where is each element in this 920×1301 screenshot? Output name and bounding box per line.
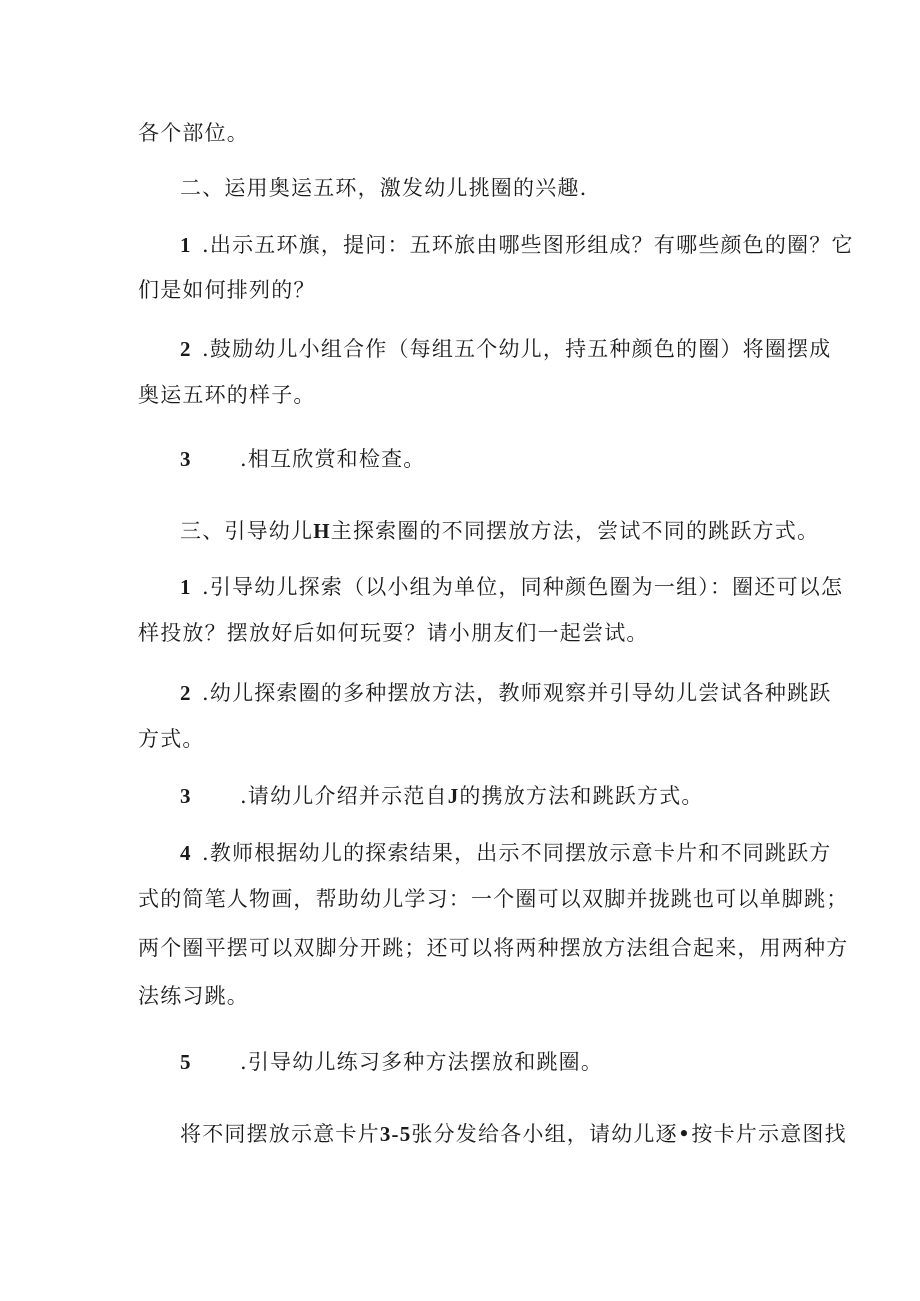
text-line: [138, 729, 205, 750]
item-number: 2: [180, 681, 192, 705]
list-item: [180, 577, 843, 598]
list-item: [180, 843, 831, 864]
text-line: [138, 938, 848, 959]
line-text: .出示五环旗，提问：五环旅由哪些图形组成？有哪些颜色的圈？它: [202, 233, 854, 257]
line-text: .请幼儿介绍并示范自: [240, 784, 448, 808]
line-text: 们是如何排列的？: [138, 278, 316, 302]
line-text: 样投放？摆放好后如何玩耍？请小朋友们一起尝试。: [138, 621, 649, 645]
line-text: 的携放方法和跳跃方式。: [459, 784, 704, 808]
ocr-bold-char: J: [447, 784, 460, 808]
line-text: 张分发给各小组，请幼儿逐•按卡片示意图找: [411, 1122, 847, 1146]
text-line: [138, 986, 249, 1007]
item-number: 3: [180, 447, 192, 471]
line-text: 两个圈平摆可以双脚分开跳；还可以将两种摆放方法组合起来，用两种方: [138, 936, 849, 960]
text-line: [138, 123, 249, 144]
item-number: 4: [180, 841, 192, 865]
list-item: [180, 449, 425, 470]
line-text: .引导幼儿练习多种方法摆放和跳圈。: [240, 1050, 604, 1074]
text-line: [138, 280, 316, 301]
section-heading: [180, 521, 819, 542]
line-text: .鼓励幼儿小组合作（每组五个幼儿，持五种颜色的圈）将圈摆成: [202, 337, 832, 361]
item-number: 1: [180, 575, 192, 599]
line-text: 将不同摆放示意卡片: [180, 1122, 380, 1146]
line-text: 主探索圈的不同摆放方法，尝试不同的跳跃方式。: [330, 519, 820, 543]
list-item: [180, 786, 704, 807]
list-item: [180, 683, 831, 704]
text-line: [138, 385, 316, 406]
text-line: [180, 1124, 847, 1145]
line-text: .幼儿探索圈的多种摆放方法，教师观察并引导幼儿尝试各种跳跃: [202, 681, 832, 705]
line-text: .引导幼儿探索（以小组为单位，同种颜色圈为一组）：圈还可以怎: [202, 575, 844, 599]
text-line: [138, 623, 649, 644]
line-text: 式的简笔人物画，帮助幼儿学习：一个圈可以双脚并拢跳也可以单脚跳；: [138, 887, 849, 911]
line-text: .相互欣赏和检查。: [240, 447, 426, 471]
line-text: 各个部位。: [138, 121, 249, 145]
line-text: 奥运五环的样子。: [138, 383, 316, 407]
list-item: [180, 235, 854, 256]
line-text: 三、引导幼儿: [180, 519, 314, 543]
line-text: .教师根据幼儿的探索结果，出示不同摆放示意卡片和不同跳跃方: [202, 841, 832, 865]
line-text: 方式。: [138, 727, 205, 751]
list-item: [180, 1052, 603, 1073]
item-number: 1: [180, 233, 192, 257]
list-item: [180, 339, 831, 360]
ocr-bold-char: H: [313, 519, 331, 543]
text-line: [138, 889, 848, 910]
ocr-bold-number: 3-5: [379, 1122, 412, 1146]
item-number: 3: [180, 784, 192, 808]
line-text: 法练习跳。: [138, 984, 249, 1008]
item-number: 2: [180, 337, 192, 361]
item-number: 5: [180, 1050, 192, 1074]
section-heading: [180, 178, 587, 199]
line-text: 二、运用奥运五环，激发幼儿挑圈的兴趣.: [180, 176, 588, 200]
